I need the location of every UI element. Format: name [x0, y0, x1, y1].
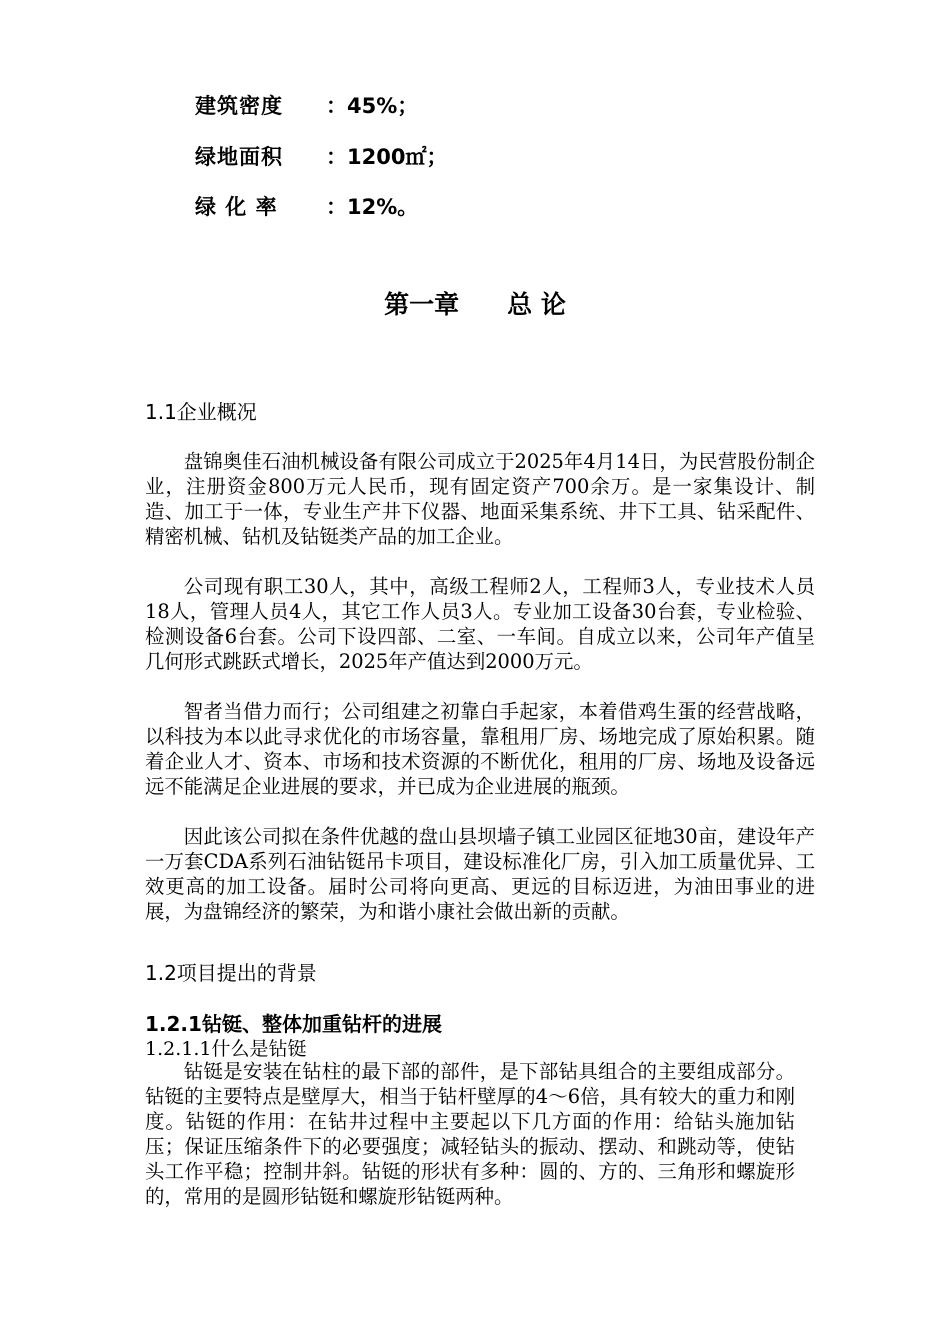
- chapter-heading: [0, 290, 950, 320]
- chapter-title: 总 论: [507, 290, 566, 319]
- section-1-2-1-1-paragraph: 钻铤是安装在钻柱的最下部的部件，是下部钻具组合的主要组成部分。钻铤的主要特点是壁厚大，相当于钻杆壁厚的4～6倍，具有较大的重力和刚度。钻铤的作用：在钻井过程中主要起以下几方面的作用：给钻头施加钻压；保证压缩条件下的必要强度；减轻钻头的振动、摆动、和跳动等，使钻头工作平稳；控制井斜。钻铤的形状有多种：圆的、方的、三角形和螺旋形的，常用的是圆形钻铤和螺旋形钻铤两种。: [145, 1060, 795, 1208]
- stat-label-greening-rate: 绿 化 率: [195, 195, 278, 219]
- stat-value-green-area: ：1200㎡；: [326, 145, 448, 169]
- chapter-number: 第一章: [384, 290, 460, 319]
- stat-label-green-area: 绿地面积: [195, 145, 283, 169]
- section-1-1-paragraph-4: 因此该公司拟在条件优越的盘山县坝墙子镇工业园区征地30亩，建设年产一万套CDA系列石油钻铤吊卡项目，建设标准化厂房，引入加工质量优异、工效更高的加工设备。届时公司将向更高、更远的目标迈进，为油田事业的进展，为盘锦经济的繁荣，为和谐小康社会做出新的贡献。: [145, 825, 815, 923]
- section-1-1-title: 1.1企业概况: [145, 400, 257, 424]
- section-1-2-1-1-title: 1.2.1.1什么是钻铤: [145, 1038, 307, 1060]
- section-1-1-paragraph-2: 公司现有职工30人，其中，高级工程师2人，工程师3人，专业技术人员18人，管理人员4人，其它工作人员3人。专业加工设备30台套，专业检验、检测设备6台套。公司下设四部、二室、一车间。自成立以来，公司年产值呈几何形式跳跃式增长，2025年产值达到2000万元。: [145, 575, 815, 673]
- section-1-1-paragraph-1: 盘锦奥佳石油机械设备有限公司成立于2025年4月14日，为民营股份制企业，注册资金800万元人民币，现有固定资产700余万。是一家集设计、制造、加工于一体，专业生产井下仪器、地面采集系统、井下工具、钻采配件、精密机械、钻机及钻铤类产品的加工企业。: [145, 450, 815, 548]
- stat-label-building-density: 建筑密度: [195, 94, 283, 118]
- stat-value-greening-rate: ：12%。: [326, 195, 419, 219]
- section-1-2-title: 1.2项目提出的背景: [145, 961, 317, 985]
- stat-value-building-density: ：45%；: [326, 94, 419, 118]
- section-1-2-1-title: 1.2.1钻铤、整体加重钻杆的进展: [145, 1012, 442, 1036]
- section-1-1-paragraph-3: 智者当借力而行；公司组建之初靠白手起家，本着借鸡生蛋的经营战略，以科技为本以此寻求优化的市场容量，靠租用厂房、场地完成了原始积累。随着企业人才、资本、市场和技术资源的不断优化，租用的厂房、场地及设备远远不能满足企业进展的要求，并已成为企业进展的瓶颈。: [145, 700, 815, 798]
